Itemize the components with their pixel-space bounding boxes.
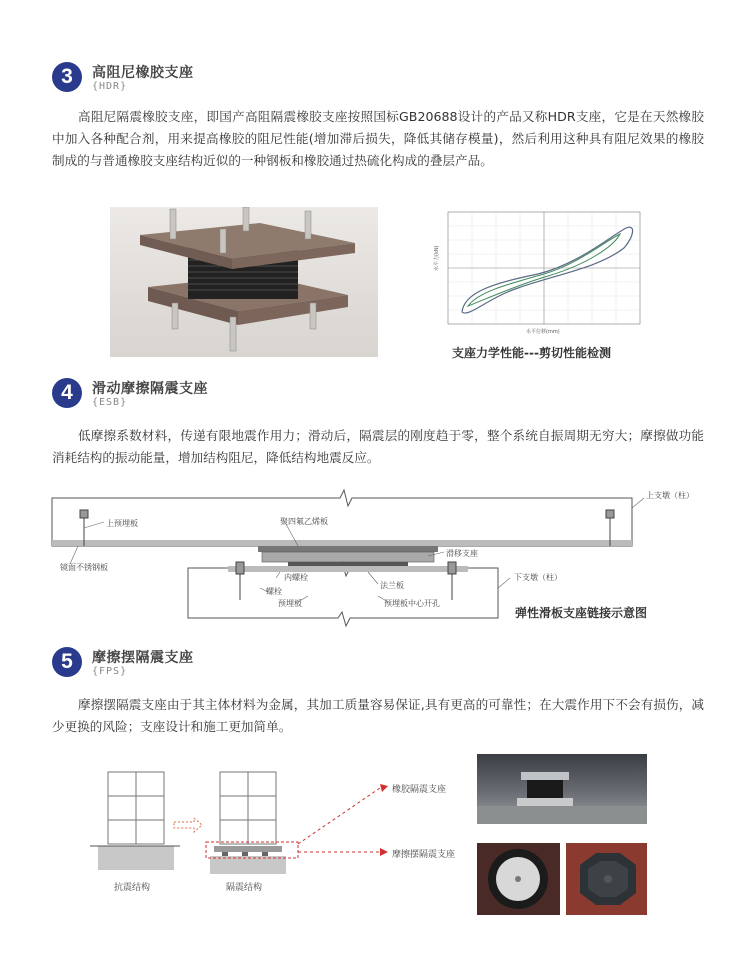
label-lower-pier: 下支墩（柱） — [514, 573, 562, 582]
section-title: 滑动摩擦隔震支座 — [92, 381, 208, 397]
label-upper-pier: 上支墩（柱） — [646, 491, 694, 500]
label-center-hole: 预埋板中心开孔 — [384, 599, 440, 608]
label-bolt: 螺栓 — [266, 587, 282, 596]
section-title: 高阻尼橡胶支座 — [92, 65, 194, 81]
label-ptfe-plate: 聚四氟乙烯板 — [280, 517, 328, 526]
hdr-chart-caption: 支座力学性能---剪切性能检测 — [452, 346, 611, 360]
friction-bearing-photo-left — [477, 843, 560, 915]
section-paragraph: 低摩擦系数材料，传递有限地震作用力；滑动后，隔震层的刚度趋于零，整个系统自振周期无穷大；摩擦做功能消耗结构的振动能量，增加结构阻尼，降低结构地震反应。 — [52, 428, 704, 465]
section-number-badge: 3 — [52, 62, 82, 92]
section-title: 摩擦摆隔震支座 — [92, 650, 194, 666]
label-flange: 法兰板 — [380, 581, 404, 590]
hysteresis-chart — [428, 208, 646, 338]
label-isolated: 隔震结构 — [226, 883, 263, 893]
section-paragraph: 高阻尼隔震橡胶支座，即国产高阻隔震橡胶支座按照国标GB20688设计的产品又称HDR支座，它是在天然橡胶中加入各种配合剂，用来提高橡胶的阻尼性能(增加滞后损失，降低其储存模量)，然后利用这种具有阻尼效果的橡胶制成的与普通橡胶支座结构近似的一种钢板和橡胶通过热硫化构成的叠层产品。 — [52, 109, 704, 168]
section-subtitle: {FPS} — [92, 666, 128, 677]
label-rubber-bearing: 橡胶隔震支座 — [392, 785, 447, 795]
label-slide-bearing: 滑移支座 — [446, 549, 478, 558]
section-subtitle: {ESB} — [92, 397, 128, 408]
label-friction-bearing: 摩擦摆隔震支座 — [392, 850, 456, 860]
chart-ylabel: 水平力(kN) — [434, 245, 440, 271]
rubber-bearing-photo — [477, 754, 647, 824]
label-mirror-plate: 镜面不锈钢板 — [60, 563, 108, 572]
hdr-bearing-photo — [110, 207, 378, 357]
label-embed-plate: 预埋板 — [278, 599, 302, 608]
chart-xlabel: 水平位移(mm) — [526, 329, 560, 335]
label-inner-bolt: 内螺栓 — [284, 573, 308, 582]
sliding-diagram-caption: 弹性滑板支座链接示意图 — [515, 606, 648, 620]
section-number-badge: 4 — [52, 378, 82, 408]
label-upper-plate: 上预埋板 — [106, 519, 138, 528]
section-paragraph: 摩擦摆隔震支座由于其主体材料为金属，其加工质量容易保证,具有更高的可靠性；在大震作用下不会有损伤，减少更换的风险；支座设计和施工更加简单。 — [52, 697, 704, 734]
label-seismic: 抗震结构 — [114, 883, 151, 893]
section-subtitle: {HDR} — [92, 81, 128, 92]
section-number-badge: 5 — [52, 647, 82, 677]
friction-bearing-photo-right — [566, 843, 647, 915]
